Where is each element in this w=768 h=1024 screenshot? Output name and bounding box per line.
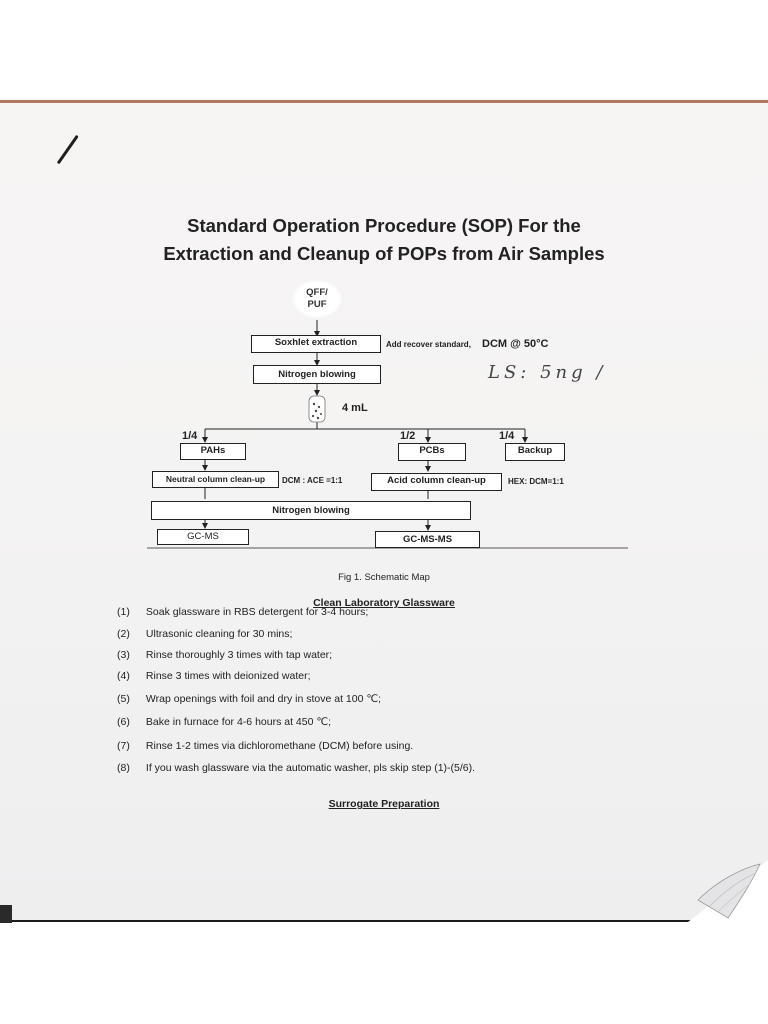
pcbs-box: PCBs	[398, 443, 466, 461]
sample-volume: 4 mL	[342, 402, 368, 414]
fraction-pahs: 1/4	[182, 430, 198, 442]
soxhlet-extraction-box: Soxhlet extraction	[251, 335, 381, 353]
step-8-text: If you wash glassware via the automatic washer, pls skip step (1)-(5/6).	[145, 762, 476, 774]
nitrogen-blowing-box-1: Nitrogen blowing	[253, 365, 381, 384]
document-title	[0, 212, 768, 268]
fraction-backup: 1/4	[499, 430, 515, 442]
page-curl-corner	[688, 860, 768, 922]
step-6-text: Bake in furnace for 4-6 hours at 450 ℃;	[145, 716, 332, 728]
step-6	[117, 716, 331, 728]
step-5-text: Wrap openings with foil and dry in stove at 100 ℃;	[145, 693, 382, 705]
gc-ms-ms-box: GC-MS-MS	[375, 531, 480, 548]
page-edge-shadow	[0, 905, 12, 923]
solvent-note: DCM @ 50°C	[482, 338, 549, 350]
step-2-text: Ultrasonic cleaning for 30 mins;	[145, 628, 293, 640]
acid-solvent-note: HEX: DCM=1:1	[508, 477, 564, 486]
start-node-qff-puf	[290, 278, 344, 320]
handwritten-note: LS: 5ng /	[488, 362, 607, 383]
step-8-number: (8)	[117, 762, 130, 774]
step-4-number: (4)	[117, 670, 130, 682]
step-8	[117, 762, 475, 774]
step-1-text: Soak glassware in RBS detergent for 3-4 hours;	[145, 606, 369, 618]
step-7-text: Rinse 1-2 times via dichloromethane (DCM) before using.	[145, 740, 414, 752]
pahs-box: PAHs	[180, 443, 246, 460]
step-5	[117, 693, 381, 705]
title-line-1: Standard Operation Procedure (SOP) For the	[187, 215, 581, 236]
step-7-number: (7)	[117, 740, 130, 752]
step-3-number: (3)	[117, 649, 130, 661]
step-4-text: Rinse 3 times with deionized water;	[145, 670, 311, 682]
fraction-pcbs: 1/2	[400, 430, 416, 442]
step-2	[117, 628, 292, 640]
step-3	[117, 649, 332, 661]
step-2-number: (2)	[117, 628, 130, 640]
glassware-heading: Clean Laboratory Glassware	[313, 597, 455, 609]
step-1	[117, 606, 368, 618]
backup-box: Backup	[505, 443, 565, 461]
start-node-line-1: QFF/	[306, 287, 328, 298]
step-1-number: (1)	[117, 606, 130, 618]
surrogate-heading: Surrogate Preparation	[328, 798, 440, 810]
gc-ms-box: GC-MS	[157, 529, 249, 545]
acid-column-cleanup-box: Acid column clean-up	[371, 473, 502, 491]
step-6-number: (6)	[117, 716, 130, 728]
step-4	[117, 670, 311, 682]
step-7	[117, 740, 413, 752]
start-node-line-2: PUF	[307, 299, 327, 310]
neutral-column-cleanup-box: Neutral column clean-up	[152, 471, 279, 488]
figure-caption: Fig 1. Schematic Map	[338, 572, 430, 583]
step-5-number: (5)	[117, 693, 130, 705]
nitrogen-blowing-box-2: Nitrogen blowing	[151, 501, 471, 520]
soxhlet-note: Add recover standard,	[386, 340, 471, 349]
title-line-2: Extraction and Cleanup of POPs from Air Samples	[163, 243, 605, 264]
step-3-text: Rinse thoroughly 3 times with tap water;	[145, 649, 333, 661]
neutral-solvent-note: DCM : ACE =1:1	[282, 476, 343, 485]
